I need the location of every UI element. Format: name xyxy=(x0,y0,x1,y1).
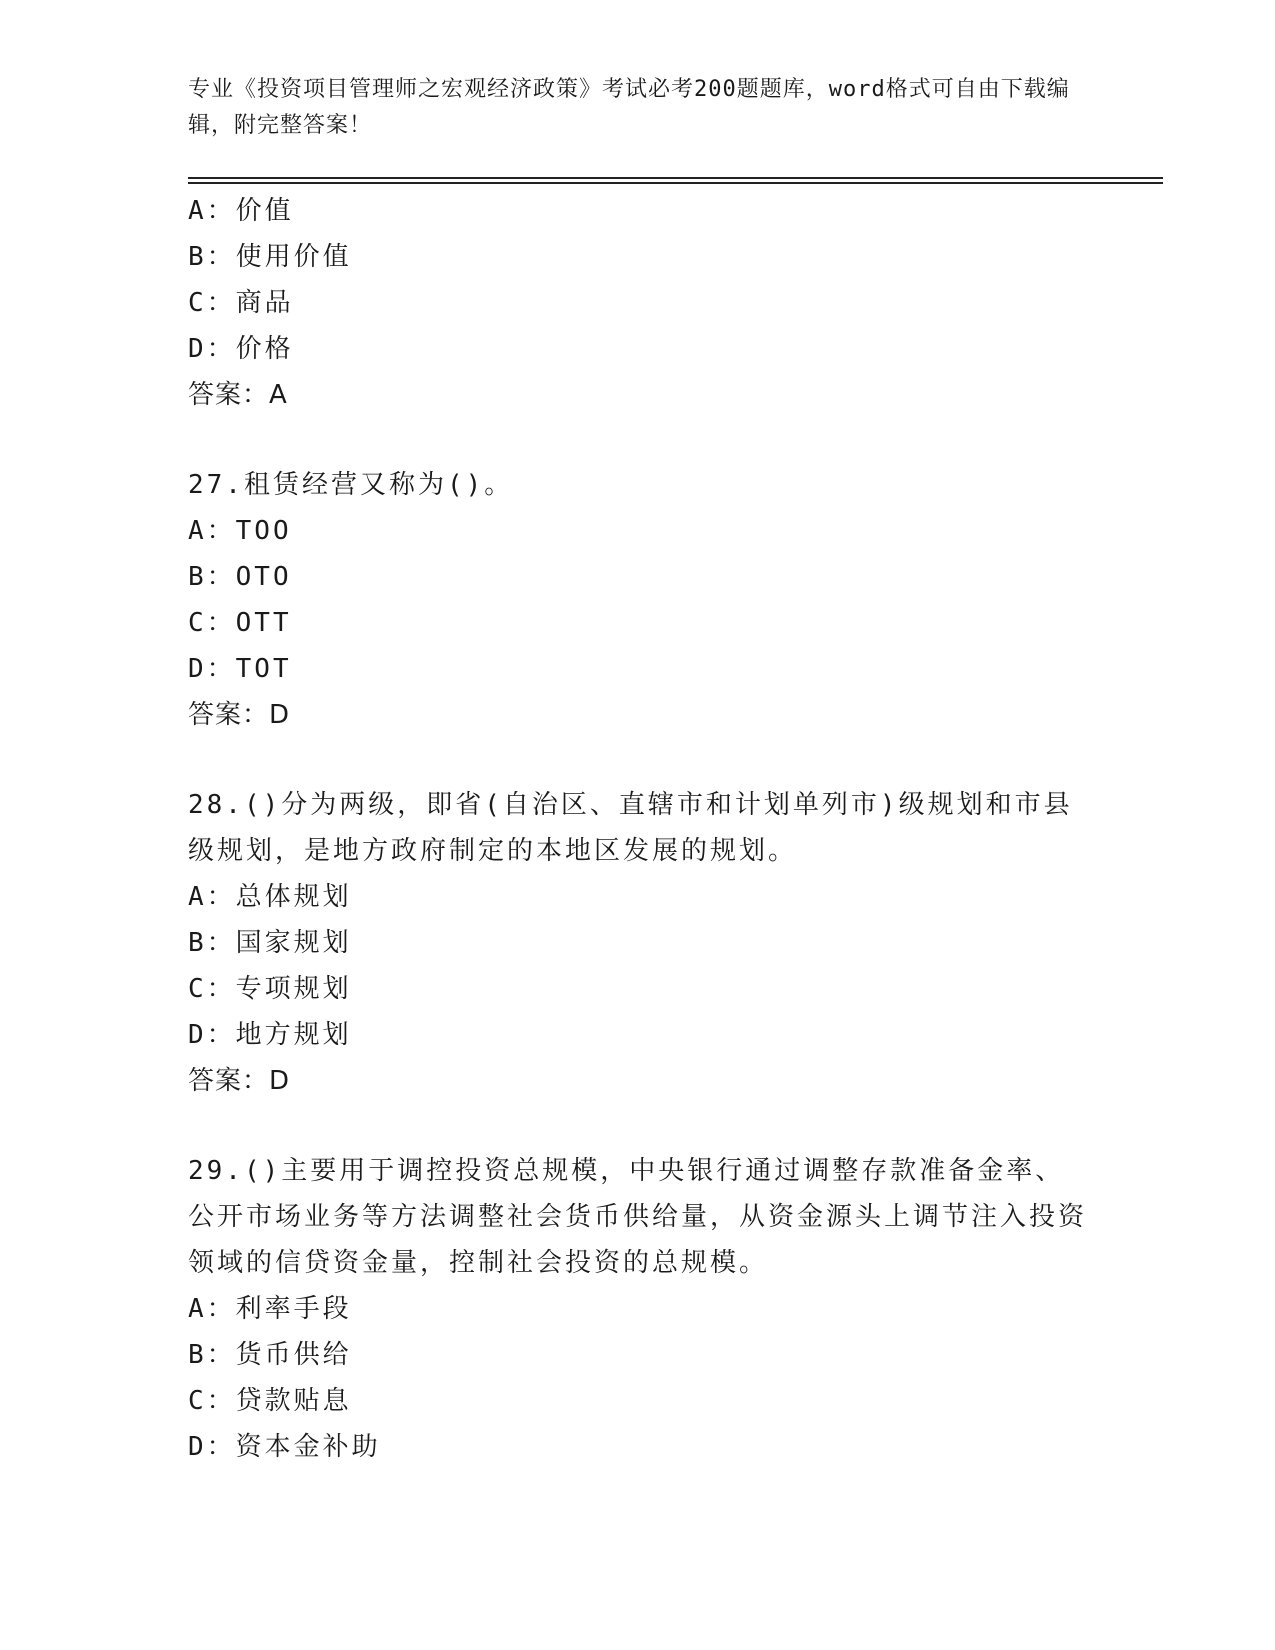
header-divider-top xyxy=(188,177,1163,179)
answer-line: 答案：D xyxy=(188,700,291,730)
option-b: B：国家规划 xyxy=(188,928,352,958)
spacer xyxy=(188,738,1088,782)
option-b: B：货币供给 xyxy=(188,1340,352,1370)
option-d: D：TOT xyxy=(188,654,292,684)
answer-line: 答案：D xyxy=(188,1066,291,1096)
option-d: D：地方规划 xyxy=(188,1020,352,1050)
option-c: C：OTT xyxy=(188,608,292,638)
option-d: D：资本金补助 xyxy=(188,1432,381,1462)
option-a: A：价值 xyxy=(188,196,294,226)
spacer xyxy=(188,1104,1088,1148)
answer-line: 答案：A xyxy=(188,380,288,410)
option-c: C：贷款贴息 xyxy=(188,1386,352,1416)
document-header xyxy=(188,72,1088,144)
option-b: B：OTO xyxy=(188,562,292,592)
question-stem: 28.()分为两级，即省(自治区、直辖市和计划单列市)级规划和市县级规划，是地方政府制定的本地区发展的规划。 xyxy=(188,790,1073,866)
option-d: D：价格 xyxy=(188,334,294,364)
option-c: C：商品 xyxy=(188,288,294,318)
header-title: 专业《投资项目管理师之宏观经济政策》考试必考200题题库，word格式可自由下载编辑，附完整答案！ xyxy=(188,77,1070,138)
question-stem: 27.租赁经营又称为()。 xyxy=(188,470,514,500)
question-27 xyxy=(188,462,1088,738)
question-26 xyxy=(188,188,1088,418)
option-c: C：专项规划 xyxy=(188,974,352,1004)
option-a: A：TOO xyxy=(188,516,292,546)
question-28 xyxy=(188,782,1088,1104)
header-divider-bottom xyxy=(188,182,1163,184)
option-b: B：使用价值 xyxy=(188,242,352,272)
spacer xyxy=(188,418,1088,462)
question-29 xyxy=(188,1148,1088,1470)
option-a: A：总体规划 xyxy=(188,882,352,912)
option-a: A：利率手段 xyxy=(188,1294,352,1324)
question-stem: 29.()主要用于调控投资总规模，中央银行通过调整存款准备金率、公开市场业务等方法调整社会货币供给量，从资金源头上调节注入投资领域的信贷资金量，控制社会投资的总规模。 xyxy=(188,1156,1088,1278)
question-list xyxy=(188,188,1088,1470)
